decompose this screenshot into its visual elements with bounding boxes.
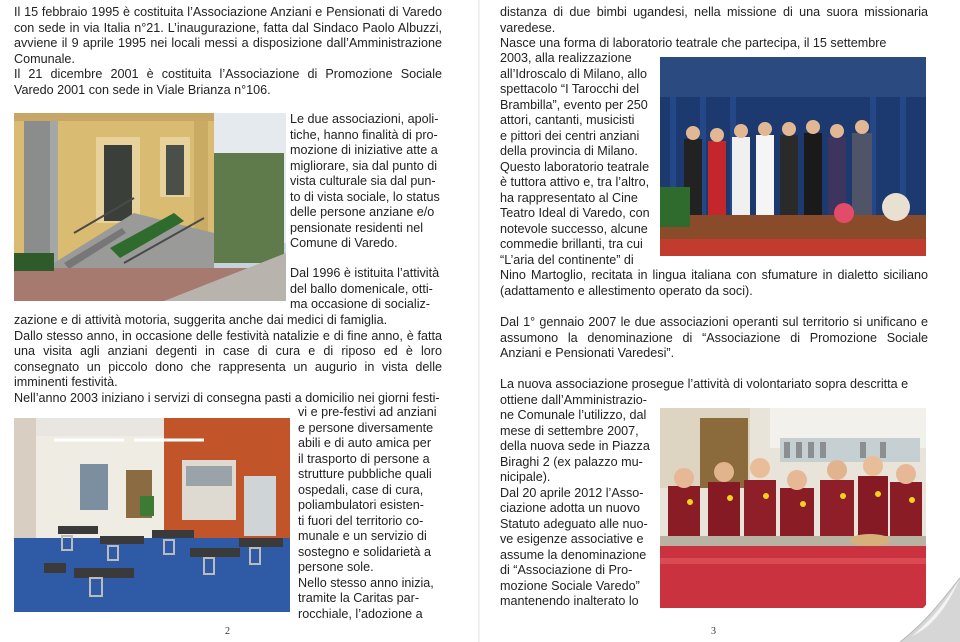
line: Biraghi 2 (ex palazzo mu- — [500, 454, 643, 469]
line: attori, cantanti, musicisti — [500, 113, 635, 127]
line: Comune di Varedo. — [290, 236, 398, 250]
teatro-continuation: Nino Martoglio, recitata in lingua italiana con sfumature in dialetto siciliano (adattamento e allestimento operato da soci). — [500, 268, 928, 298]
line: il trasporto di persone a — [298, 451, 430, 466]
line: ha rappresentato al Cine — [500, 190, 638, 205]
line: Dal 20 aprile 2012 l’Asso- — [500, 485, 644, 500]
line: strutture pubbliche quali — [298, 467, 432, 481]
line: sostegno e solidarietà a — [298, 544, 432, 559]
theatre-group-photo-image — [660, 57, 926, 256]
apolitiche-text — [290, 112, 441, 252]
line: della nuova sede in Piazza — [500, 439, 650, 453]
line: pensionate residenti nel — [290, 220, 424, 235]
line: “L’aria del continente” di — [500, 252, 634, 267]
line: ti fuori del territorio co- — [298, 513, 424, 528]
teatro-text — [500, 51, 656, 268]
line: mantenendo inalterato lo — [500, 594, 639, 608]
line: Teatro Ideal di Varedo, con — [500, 206, 650, 220]
missione-text — [500, 5, 928, 52]
line: ciazione adotta un nuovo — [500, 501, 641, 515]
intro-paragraph-1: Il 15 febbraio 1995 è costituita l’Associazione Anziani e Pensionati di Varedo con sede in via Italia n°21. L’inaugurazione, fatta dal Sindaco Paolo Albuzzi, avviene il 9 aprile 1995 nei locali messi a disposizione dall’Amministrazione Comunale. — [14, 5, 442, 66]
line: persone sole. — [298, 560, 374, 574]
nuova-associazione-first-lines — [500, 377, 928, 408]
line: mozione Sociale Varedo” — [500, 578, 640, 593]
intro-paragraph-2: Il 21 dicembre 2001 è costituita l’Associazione di Promozione Sociale Varedo 2001 con sede in Viale Brianza n°106. — [14, 67, 442, 97]
theatre-group-photo — [660, 57, 926, 256]
line: delle persone anziane e/o — [290, 205, 435, 219]
line: munale e un servizio di — [298, 529, 427, 543]
line: è tuttora attivo e, tra l’altro, — [500, 175, 650, 189]
paragraph: distanza di due bimbi ugandesi, nella missione di una suora missionaria varedese. — [500, 5, 928, 35]
line: ne Comunale l’utilizzo, dal — [500, 408, 647, 422]
right-page — [480, 0, 960, 642]
line: ve esigenze associative e — [500, 532, 644, 546]
line: vista culturale sia dal pun- — [290, 174, 436, 188]
line: Statuto adeguato alle nuo- — [500, 516, 648, 531]
line: all’Idroscalo di Milano, allo — [500, 66, 647, 81]
servizi-text — [298, 405, 442, 622]
line: mozione di iniziative atte a — [290, 143, 438, 157]
page-curl-icon[interactable] — [890, 570, 960, 642]
line: Dal 1996 è istituita l’attività — [290, 266, 440, 280]
line: poliambulatori esisten- — [298, 498, 424, 512]
page-number-left: 2 — [225, 626, 230, 637]
dining-room-photo-image — [14, 418, 290, 612]
line: Nello stesso anno inizia, — [298, 575, 434, 590]
line: nicipale). — [500, 470, 551, 484]
line: Le due associazioni, apoli- — [290, 112, 439, 126]
page-number-right: 3 — [711, 626, 716, 637]
paragraph: La nuova associazione prosegue l’attività di volontariato sopra descritta e ottiene dall’Amministrazio- — [500, 377, 909, 407]
paragraph: zazione e di attività motoria, suggerita anche dai medici di famiglia. — [14, 313, 388, 327]
line: commedie brillanti, tra cui — [500, 237, 643, 251]
line: del ballo domenicale, otti- — [290, 281, 433, 296]
line: spettacolo “I Tarocchi del — [500, 82, 640, 96]
building-photo — [14, 113, 286, 301]
line: migliorare, sia dal punto di — [290, 158, 438, 173]
line: e persone diversamente — [298, 420, 434, 435]
line: vi e pre-festivi ad anziani — [298, 405, 437, 419]
line: mese di settembre 2007, — [500, 423, 639, 438]
line: di “Associazione di Pro- — [500, 563, 633, 577]
line: della provincia di Milano. — [500, 144, 638, 158]
line: tramite la Caritas par- — [298, 591, 420, 605]
line: e pittori dei centri anziani — [500, 128, 640, 143]
line: Brambilla”, evento per 250 — [500, 97, 648, 112]
line: abili e di auto amica per — [298, 436, 432, 450]
line: tiche, hanno finalità di pro- — [290, 127, 438, 142]
line: notevole successo, alcune — [500, 221, 648, 236]
line: to di vista sociale, lo status — [290, 189, 440, 204]
ballo-text — [290, 266, 441, 313]
unione-text: Dal 1° gennaio 2007 le due associazioni operanti sul territorio si unificano e assumono la denominazione di “Associazione di Promozione Sociale Anziani e Pensionati Varedesi”. — [500, 315, 928, 360]
paragraph: Dallo stesso anno, in occasione delle festività natalizie e di fine anno, è fatta una visita agli anziani degenti in case di cura e di riposo ed è loro consegnato un piccolo dono che rappresenta un augurio in vista delle imminenti festività. — [14, 328, 442, 389]
paragraph: Nell’anno 2003 iniziano i servizi di consegna pasti a domicilio nei giorni festi- — [14, 390, 440, 405]
intro-text — [14, 5, 442, 98]
full-width-paragraph — [14, 313, 442, 406]
line: 2003, alla realizzazione — [500, 51, 632, 65]
line: ospedali, case di cura, — [298, 482, 424, 497]
line: ma occasione di socializ- — [290, 297, 430, 311]
volunteers-photo-image — [660, 408, 926, 608]
dining-room-photo — [14, 418, 290, 612]
sede-text — [500, 408, 657, 610]
line: Nasce una forma di laboratorio teatrale che partecipa, il 15 settembre — [500, 36, 887, 50]
volunteers-photo — [660, 408, 926, 608]
line: Questo laboratorio teatrale — [500, 159, 650, 174]
line: assume la denominazione — [500, 547, 647, 562]
line: rocchiale, l’adozione a — [298, 606, 423, 621]
building-photo-image — [14, 113, 286, 301]
